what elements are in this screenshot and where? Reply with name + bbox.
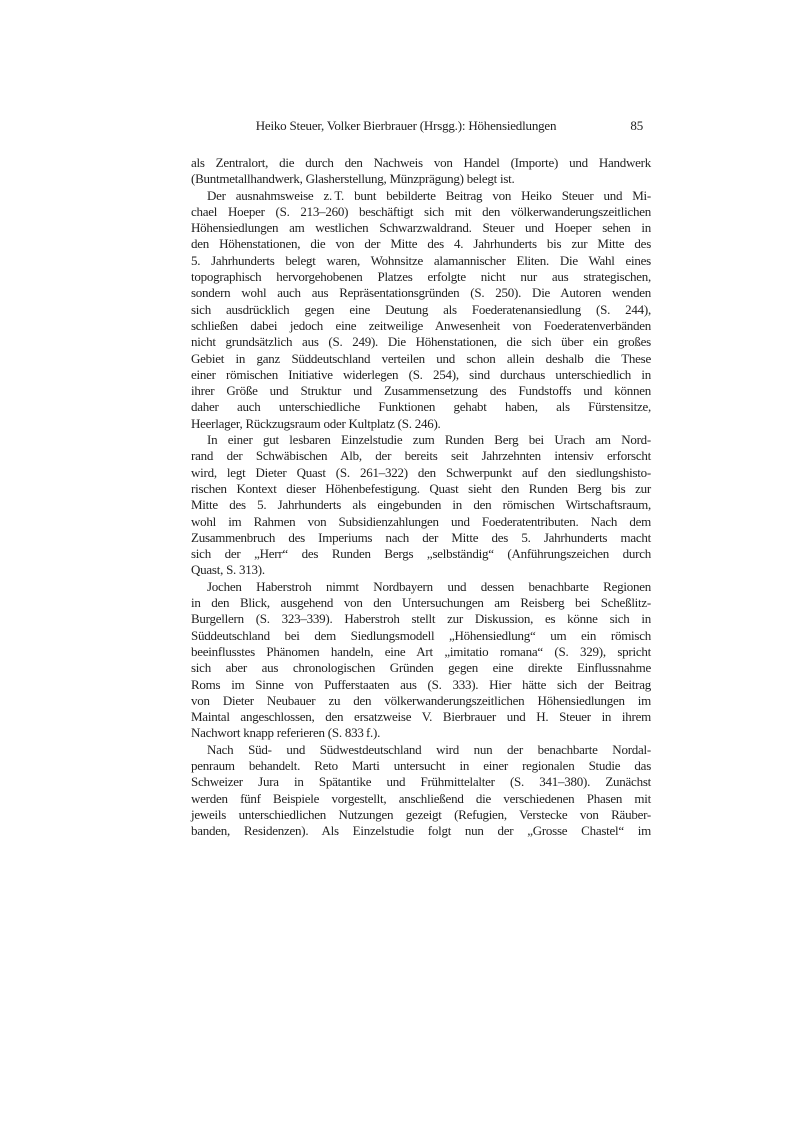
text-line: wohl im Rahmen von Subsidienzahlungen und Foederatentributen. Nach dem bbox=[191, 513, 651, 529]
text-line: daher auch unterschiedliche Funktionen gehabt haben, als Fürstensitze, bbox=[191, 399, 651, 415]
body-text bbox=[191, 155, 651, 839]
paragraph bbox=[191, 742, 651, 840]
text-line: Der ausnahmsweise z. T. bunt bebilderte Beitrag von Heiko Steuer und Mi- bbox=[207, 187, 651, 203]
text-line: sondern wohl auch aus Repräsentationsgründen (S. 250). Die Autoren wenden bbox=[191, 285, 651, 301]
text-line: In einer gut lesbaren Einzelstudie zum Runden Berg bei Urach am Nord- bbox=[207, 432, 651, 448]
text-line: rischen Kontext dieser Höhenbefestigung. Quast sieht den Runden Berg bis zur bbox=[191, 480, 651, 496]
text-line: 5. Jahrhunderts belegt waren, Wohnsitze alamannischer Eliten. Die Wahl eines bbox=[191, 252, 651, 268]
text-line: als Zentralort, die durch den Nachweis von Handel (Importe) und Handwerk bbox=[191, 155, 651, 170]
text-line: jeweils unterschiedlichen Nutzungen gezeigt (Refugien, Verstecke von Räuber- bbox=[191, 806, 651, 822]
paragraph bbox=[191, 188, 651, 432]
text-line: einer römischen Initiative widerlegen (S. 254), sind durchaus unterschiedlich in bbox=[191, 366, 651, 382]
text-line: Roms im Sinne von Pufferstaaten aus (S. 333). Hier hätte sich der Beitrag bbox=[191, 676, 651, 692]
text-line: Gebiet in ganz Süddeutschland verteilen und schon allein deshalb die These bbox=[191, 350, 651, 366]
paragraph bbox=[191, 155, 651, 188]
text-line: nicht grundsätzlich aus (S. 249). Die Höhenstationen, die sich über ein großes bbox=[191, 334, 651, 350]
paragraph bbox=[191, 579, 651, 742]
text-line: Burgellern (S. 323–339). Haberstroh stellt zur Diskussion, es könne sich in bbox=[191, 611, 651, 627]
text-line: werden fünf Beispiele vorgestellt, anschließend die verschiedenen Phasen mit bbox=[191, 790, 651, 806]
text-line: Nach Süd- und Südwestdeutschland wird nun der benachbarte Nordal- bbox=[207, 741, 651, 757]
text-line: sich ausdrücklich gegen eine Deutung als Foederatenansiedlung (S. 244), bbox=[191, 301, 651, 317]
running-header bbox=[191, 118, 651, 133]
text-line: Quast, S. 313). bbox=[191, 562, 265, 578]
text-line: rand der Schwäbischen Alb, der bereits seit Jahrzehnten intensiv erforscht bbox=[191, 448, 651, 464]
text-line: Maintal angeschlossen, den ersatzweise V. Bierbrauer und H. Steuer in ihrem bbox=[191, 709, 651, 725]
text-line: Süddeutschland bei dem Siedlungsmodell „Höhensiedlung“ um ein römisch bbox=[191, 627, 651, 643]
text-line: in den Blick, ausgehend von den Untersuchungen am Reisberg bei Scheßlitz- bbox=[191, 595, 651, 611]
text-line: Zusammenbruch des Imperiums nach der Mitte des 5. Jahrhunderts macht bbox=[191, 529, 651, 545]
text-line: penraum behandelt. Reto Marti untersucht in einer regionalen Studie das bbox=[191, 757, 651, 773]
text-line: Höhensiedlungen am westlichen Schwarzwaldrand. Steuer und Hoeper sehen in bbox=[191, 220, 651, 236]
text-line: Jochen Haberstroh nimmt Nordbayern und dessen benachbarte Regionen bbox=[207, 578, 651, 594]
text-line: topographisch hervorgehobenen Platzes erfolgte nicht nur aus strategischen, bbox=[191, 269, 651, 285]
text-line: (Buntmetallhandwerk, Glasherstellung, Münzprägung) belegt ist. bbox=[191, 171, 515, 187]
text-line: wird, legt Dieter Quast (S. 261–322) den Schwerpunkt auf den siedlungshisto- bbox=[191, 464, 651, 480]
text-line: Nachwort knapp referieren (S. 833 f.). bbox=[191, 725, 381, 741]
paragraph bbox=[191, 432, 651, 579]
page-number: 85 bbox=[630, 118, 643, 133]
text-line: sich der „Herr“ des Runden Bergs „selbständig“ (Anführungszeichen durch bbox=[191, 546, 651, 562]
text-line: beeinflusstes Phänomen handeln, eine Art „imitatio romana“ (S. 329), spricht bbox=[191, 643, 651, 659]
text-line: ihrer Größe und Struktur und Zusammensetzung des Fundstoffs und können bbox=[191, 383, 651, 399]
text-line: Mitte des 5. Jahrhunderts als eingebunden in den römischen Wirtschaftsraum, bbox=[191, 497, 651, 513]
text-line: von Dieter Neubauer zu den völkerwanderungszeitlichen Höhensiedlungen im bbox=[191, 692, 651, 708]
text-line: Heerlager, Rückzugsraum oder Kultplatz (S. 246). bbox=[191, 415, 441, 431]
text-line: schließen dabei jedoch eine zeitweilige Anwesenheit von Foederatenverbänden bbox=[191, 317, 651, 333]
text-line: chael Hoeper (S. 213–260) beschäftigt sich mit den völkerwanderungszeitlichen bbox=[191, 203, 651, 219]
running-header-title: Heiko Steuer, Volker Bierbrauer (Hrsgg.): Höhensiedlungen bbox=[255, 118, 557, 133]
text-line: den Höhenstationen, die von der Mitte des 4. Jahrhunderts bis zur Mitte des bbox=[191, 236, 651, 252]
text-line: Schweizer Jura in Spätantike und Frühmittelalter (S. 341–380). Zunächst bbox=[191, 774, 651, 790]
text-line: banden, Residenzen). Als Einzelstudie folgt nun der „Grosse Chastel“ im bbox=[191, 823, 651, 839]
text-line: sich aber aus chronologischen Gründen gegen eine direkte Einflussnahme bbox=[191, 660, 651, 676]
